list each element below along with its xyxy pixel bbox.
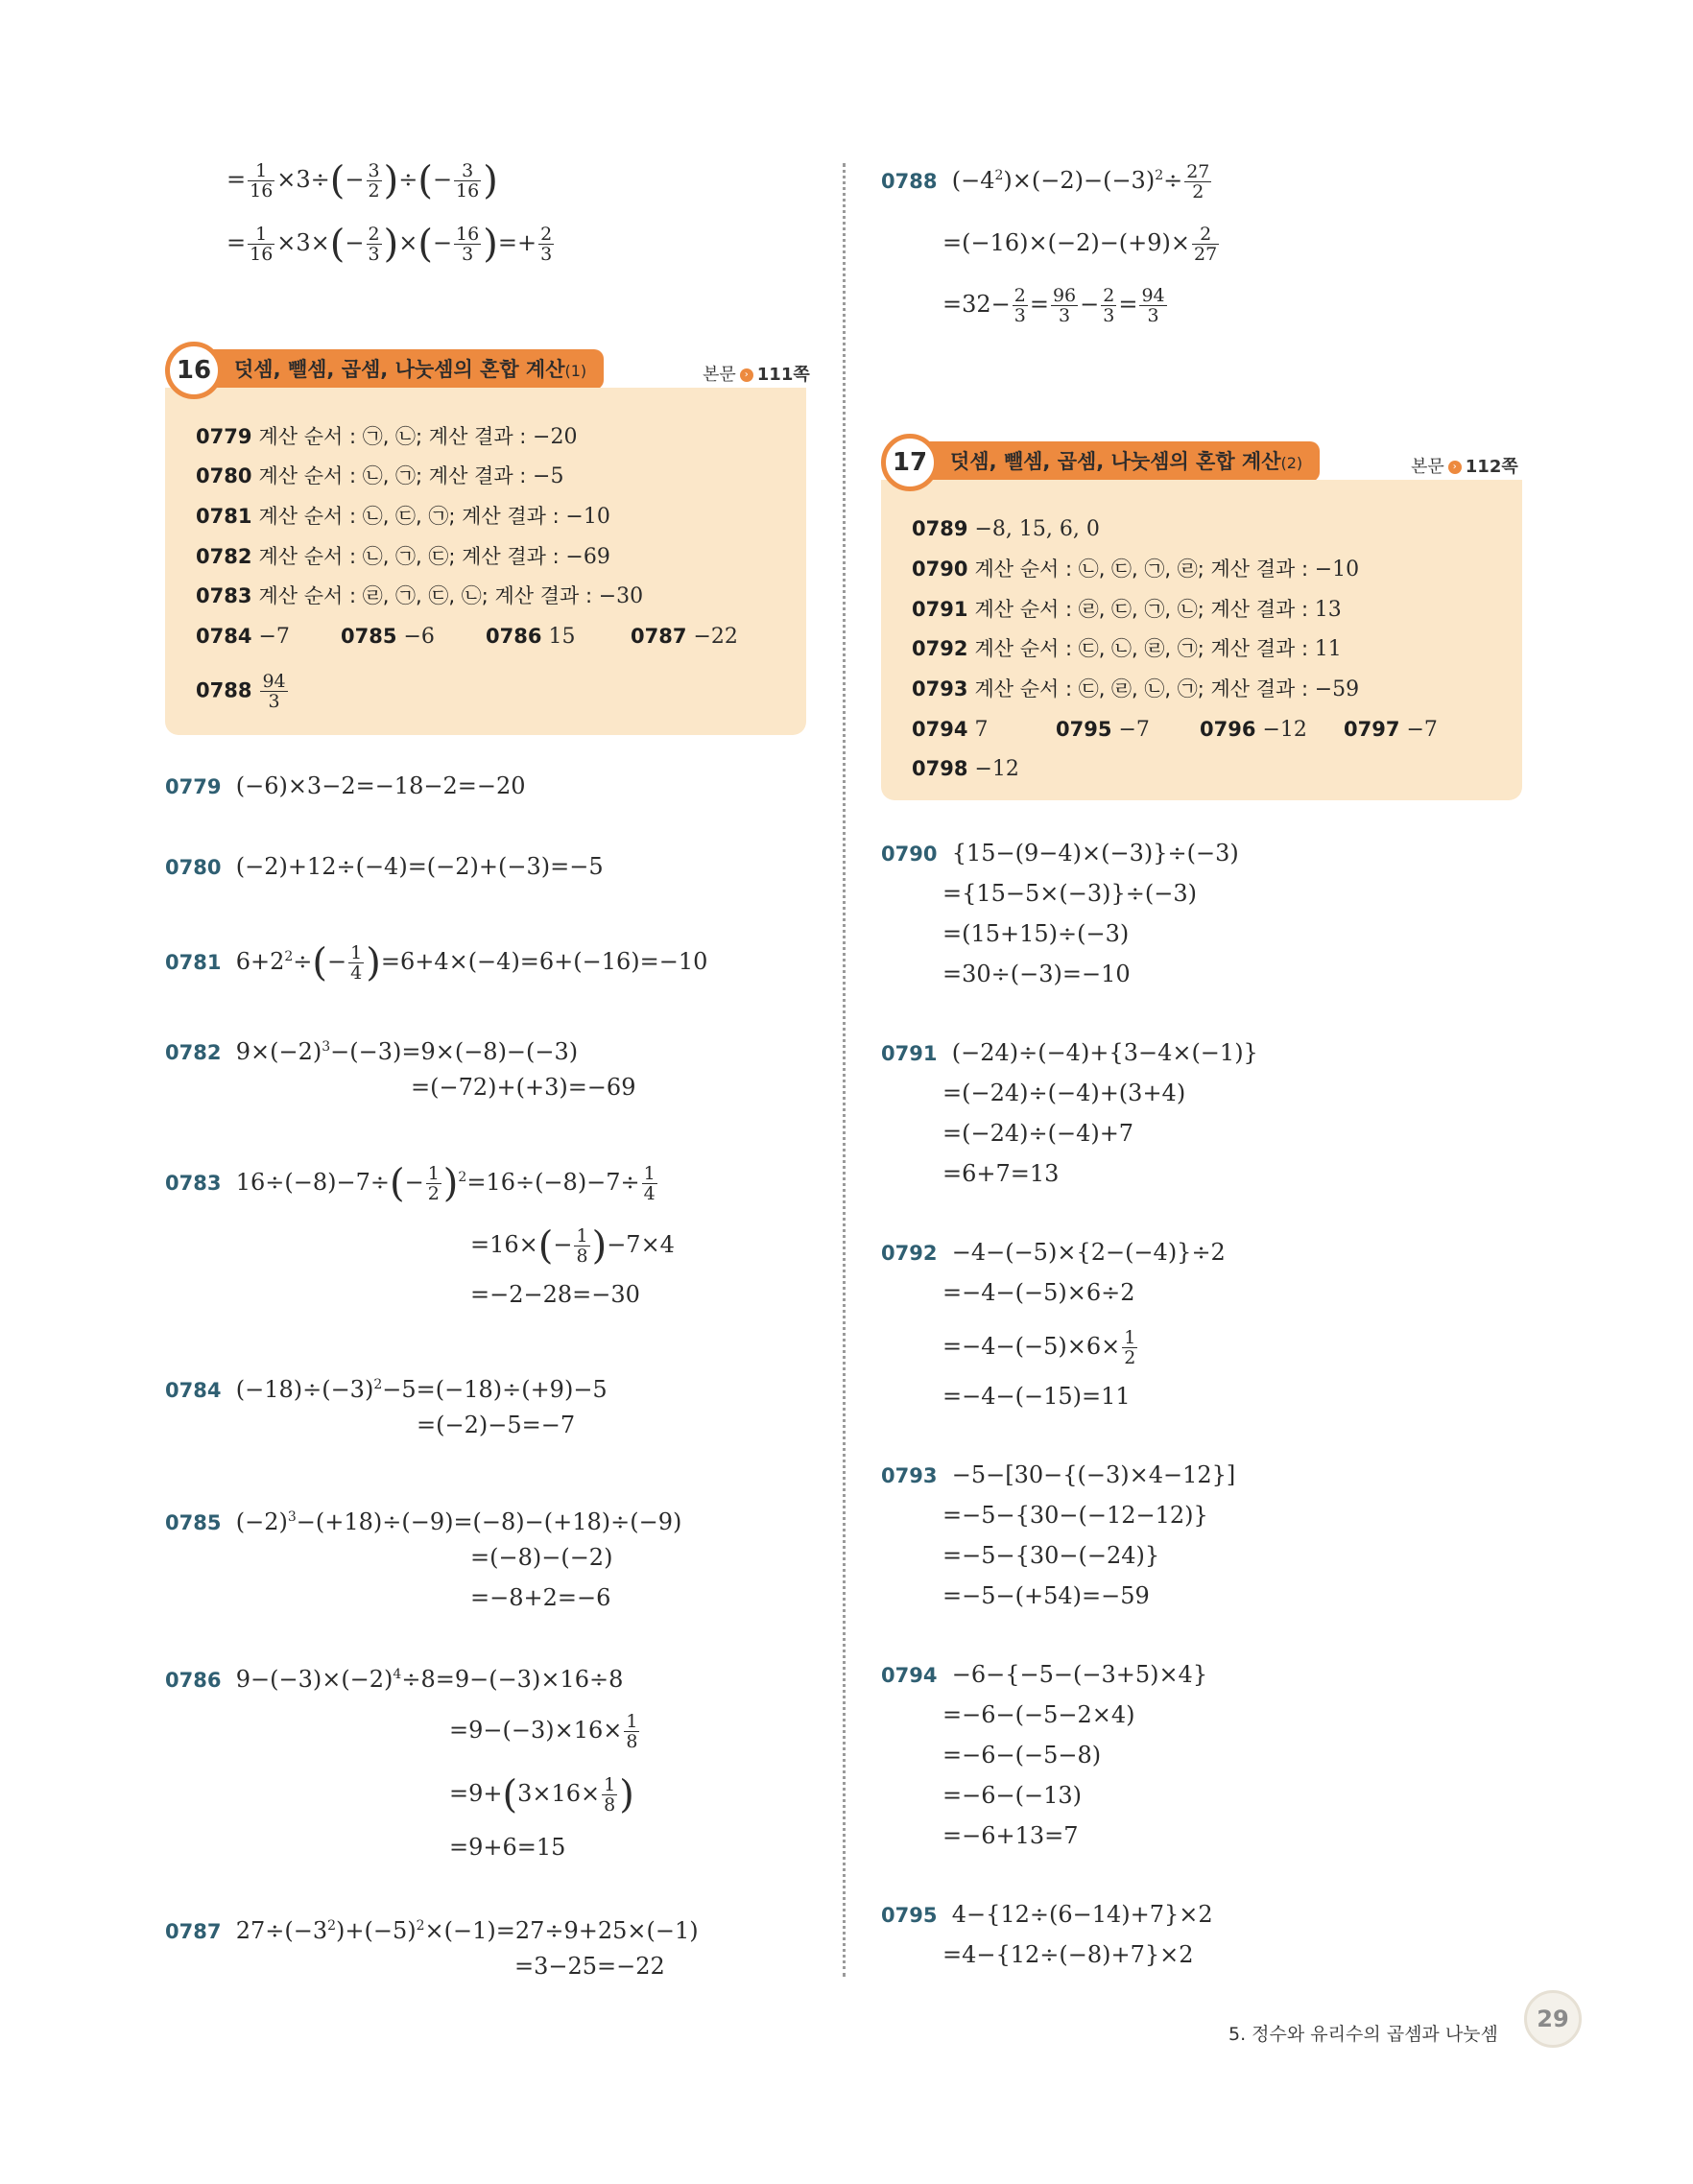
solution-0780: 0780 (−2)+12÷(−4)=(−2)+(−3)=−5 xyxy=(165,853,604,880)
arrow-right-icon: › xyxy=(740,368,753,382)
answer-0782: 0782 계산 순서 : ㉡, ㉠, ㉢; 계산 결과 : −69 xyxy=(196,545,610,569)
answer-0779: 0779 계산 순서 : ㉠, ㉡; 계산 결과 : −20 xyxy=(196,425,578,449)
solution-0787-line-2: =3−25=−22 xyxy=(514,1953,665,1980)
section-17-badge: 17 xyxy=(881,434,939,491)
section-16-page-ref: 본문 › 111쪽 xyxy=(703,365,810,385)
page-number: 29 xyxy=(1524,1990,1582,2048)
solution-0786-line-1: 0786 $9-(-3)\times(-2)^4\div 8=9-(-3)\times 16\div 8$ xyxy=(165,1666,624,1693)
section-17-page-ref: 본문 › 112쪽 xyxy=(1411,457,1518,477)
chapter-footer: 5. 정수와 유리수의 곱셈과 나눗셈 xyxy=(1228,2024,1498,2045)
solution-0787-line-1: 0787 $27\div(-3^2)+(-5)^2\times(-1)=27\div 9+25\times(-1)$ xyxy=(165,1917,699,1944)
answer-0780: 0780 계산 순서 : ㉡, ㉠; 계산 결과 : −5 xyxy=(196,464,564,488)
solution-0793-line-4: =−5−(+54)=−59 xyxy=(942,1582,1150,1609)
solution-0783-line-1: 0783 16÷(−8)−7÷(− $\frac{1}{2}$ )$^2$=16÷(−8)−7÷ $\frac{1}{4}$ xyxy=(165,1161,656,1206)
solution-0785-line-3: =−8+2=−6 xyxy=(470,1584,611,1611)
answer-0786: 0786 15 xyxy=(486,625,576,649)
solution-0794-line-3: =−6−(−5−8) xyxy=(942,1742,1102,1769)
solution-0792-line-3: =−4−(−5)×6× $\frac{1}{2}$ xyxy=(942,1327,1136,1368)
answer-0798: 0798 −12 xyxy=(912,757,1019,781)
solution-0779: 0779 (−6)×3−2=−18−2=−20 xyxy=(165,772,526,799)
solution-0785-line-2: =(−8)−(−2) xyxy=(470,1544,613,1571)
solution-0793-line-2: =−5−{30−(−12−12)} xyxy=(942,1502,1208,1529)
solution-0794-line-4: =−6−(−13) xyxy=(942,1782,1082,1809)
solution-0786-line-3: =9+(3×16× $\frac{1}{8}$ ) xyxy=(449,1772,634,1817)
solution-0794-line-5: =−6+13=7 xyxy=(942,1822,1079,1849)
solution-0788-line-3: =32− $\frac{2}{3}$ = $\frac{96}{3}$ − $\frac{2}{3}$ = $\frac{94}{3}$ xyxy=(942,285,1165,326)
section-16-title: 덧셈, 뺄셈, 곱셈, 나눗셈의 혼합 계산(1) xyxy=(194,349,604,390)
answer-0788: 0788 $\frac{94}{3}$ xyxy=(196,671,286,712)
solution-0791-line-4: =6+7=13 xyxy=(942,1160,1060,1187)
solution-0782-line-2: =(−72)+(+3)=−69 xyxy=(411,1074,636,1101)
solution-0791-line-1: 0791 (−24)÷(−4)+{3−4×(−1)} xyxy=(881,1039,1258,1066)
solution-0790-line-1: 0790 {15−(9−4)×(−3)}÷(−3) xyxy=(881,840,1239,866)
solution-0792-line-2: =−4−(−5)×6÷2 xyxy=(942,1279,1135,1306)
answer-0797: 0797 −7 xyxy=(1344,718,1438,742)
solution-0783-line-3: =−2−28=−30 xyxy=(470,1281,640,1308)
answer-0787: 0787 −22 xyxy=(631,625,738,649)
solution-0784-line-1: 0784 $(-18)\div(-3)^2-5=(-18)\div(+9)-5$ xyxy=(165,1376,608,1403)
solution-0791-line-2: =(−24)÷(−4)+(3+4) xyxy=(942,1080,1186,1106)
answer-0793: 0793 계산 순서 : ㉢, ㉣, ㉡, ㉠; 계산 결과 : −59 xyxy=(912,677,1360,701)
solution-0792-line-4: =−4−(−15)=11 xyxy=(942,1383,1131,1410)
solution-0790-line-4: =30÷(−3)=−10 xyxy=(942,961,1131,987)
section-16-badge: 16 xyxy=(165,342,223,399)
solution-0793-line-3: =−5−{30−(−24)} xyxy=(942,1542,1160,1569)
section-17-header xyxy=(881,434,1524,478)
answer-0792: 0792 계산 순서 : ㉢, ㉡, ㉣, ㉠; 계산 결과 : 11 xyxy=(912,637,1342,661)
solution-0783-line-2: =16×(− $\frac{1}{8}$ )−7×4 xyxy=(470,1223,675,1269)
answer-0791: 0791 계산 순서 : ㉣, ㉢, ㉠, ㉡; 계산 결과 : 13 xyxy=(912,598,1342,622)
solution-0793-line-1: 0793 −5−[30−{(−3)×4−12}] xyxy=(881,1461,1236,1488)
solution-0781: 0781 $6+2^2\div(-$ $\frac{1}{4}$ )=6+4×(−4)=6+(−16)=−10 xyxy=(165,940,708,985)
answer-0785: 0785 −6 xyxy=(341,625,435,649)
solution-0785-line-1: 0785 $(-2)^3-(+18)\div(-9)=(-8)-(+18)\div(-9)$ xyxy=(165,1508,682,1535)
solution-0795-line-1: 0795 4−{12÷(6−14)+7}×2 xyxy=(881,1901,1213,1928)
solution-0784-line-2: =(−2)−5=−7 xyxy=(417,1412,576,1438)
solution-0794-line-2: =−6−(−5−2×4) xyxy=(942,1701,1135,1728)
answer-0783: 0783 계산 순서 : ㉣, ㉠, ㉢, ㉡; 계산 결과 : −30 xyxy=(196,584,644,608)
solution-0794-line-1: 0794 −6−{−5−(−3+5)×4} xyxy=(881,1661,1208,1688)
solution-0791-line-3: =(−24)÷(−4)+7 xyxy=(942,1120,1134,1147)
answer-0784: 0784 −7 xyxy=(196,625,290,649)
top-left-line-1: = $\frac{1}{16}$ ×3÷(− $\frac{3}{2}$ )÷(− $\frac{3}{16}$ ) xyxy=(227,158,498,203)
column-divider xyxy=(843,163,846,1977)
answer-0789: 0789 −8, 15, 6, 0 xyxy=(912,517,1100,541)
solution-0788-line-1: 0788 $(-4^2)\times(-2)-(-3)^2\div$ $\frac{27}{2}$ xyxy=(881,161,1210,202)
answer-0796: 0796 −12 xyxy=(1200,718,1307,742)
solution-0792-line-1: 0792 −4−(−5)×{2−(−4)}÷2 xyxy=(881,1239,1226,1266)
section-17-title: 덧셈, 뺄셈, 곱셈, 나눗셈의 혼합 계산(2) xyxy=(910,441,1320,482)
answer-0790: 0790 계산 순서 : ㉡, ㉢, ㉠, ㉣; 계산 결과 : −10 xyxy=(912,558,1360,582)
solution-0795-line-2: =4−{12÷(−8)+7}×2 xyxy=(942,1941,1194,1968)
answer-0781: 0781 계산 순서 : ㉡, ㉢, ㉠; 계산 결과 : −10 xyxy=(196,505,610,529)
arrow-right-icon: › xyxy=(1448,461,1462,474)
solution-0790-line-3: =(15+15)÷(−3) xyxy=(942,920,1130,947)
answer-0795: 0795 −7 xyxy=(1056,718,1150,742)
solution-0788-line-2: =(−16)×(−2)−(+9)× $\frac{2}{27}$ xyxy=(942,224,1218,265)
top-left-line-2: = $\frac{1}{16}$ ×3×(− $\frac{2}{3}$ )×(− $\frac{16}{3}$ )=+ $\frac{2}{3}$ xyxy=(227,222,553,267)
answer-0794: 0794 7 xyxy=(912,718,989,742)
solution-0786-line-4: =9+6=15 xyxy=(449,1834,566,1861)
solution-0790-line-2: ={15−5×(−3)}÷(−3) xyxy=(942,880,1197,907)
solution-0786-line-2: =9−(−3)×16× $\frac{1}{8}$ xyxy=(449,1711,638,1752)
solution-0782-line-1: 0782 $9\times(-2)^3-(-3)=9\times(-8)-(-3)$ xyxy=(165,1038,579,1065)
section-16-header xyxy=(165,342,808,386)
